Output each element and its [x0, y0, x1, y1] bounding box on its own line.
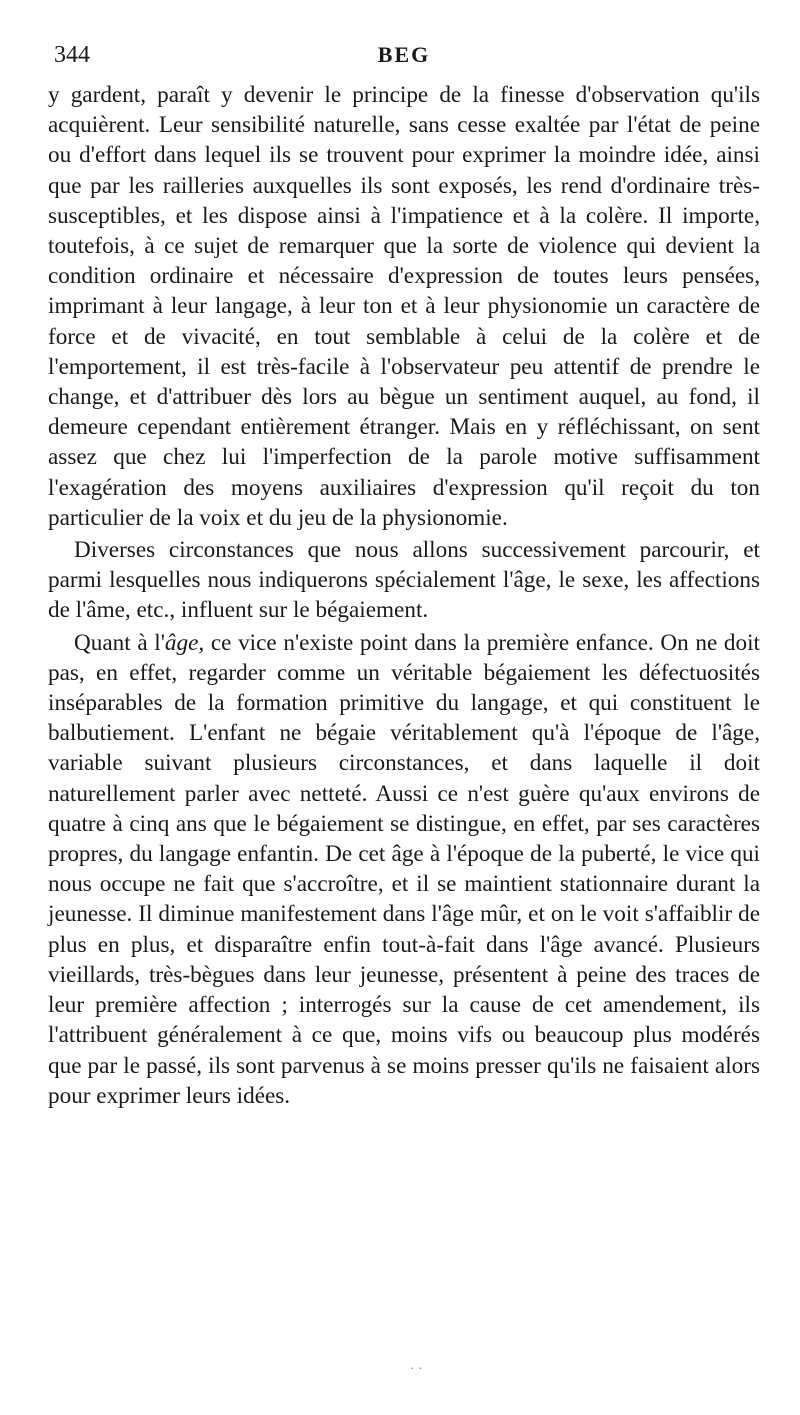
- body-text: [48, 80, 760, 1111]
- paragraph-3-lead: Quant à l': [74, 629, 165, 656]
- paragraph-1: [48, 80, 760, 533]
- paragraph-2-text: Diverses circonstances que nous allons successivement parcourir, et parmi lesquelles nous indiquerons spécialement l'âge, le sexe, les affections de l'âme, etc., influent sur le bégaiement.: [48, 537, 760, 624]
- paragraph-2: [48, 535, 760, 626]
- book-page: [48, 36, 760, 1111]
- running-head: BEG: [377, 42, 431, 67]
- paragraph-3: [48, 628, 760, 1111]
- paragraph-3-emphasis: âge,: [164, 629, 205, 656]
- paragraph-3-text: ce vice n'existe point dans la première enfance. On ne doit pas, en effet, regarder comme un véritable bégaiement les défectuosités inséparables de la formation primitive du langage, et qui constituent le balbutiement. L'enfant ne bégaie véritablement qu'à l'époque de l'âge, variable suivant plusieurs circonstances, et dans laquelle il doit naturellement parler avec netteté. Aussi ce n'est guère qu'aux environs de quatre à cinq ans que le bégaiement se distingue, en effet, par ses caractères propres, du langage enfantin. De cet âge à l'époque de la puberté, le vice qui nous occupe ne fait que s'accroître, et il se maintient stationnaire durant la jeunesse. Il diminue manifestement dans l'âge mûr, et on le voit s'affaiblir de plus en plus, et disparaître enfin tout-à-fait dans l'âge avancé. Plusieurs vieillards, très-bègues dans leur jeunesse, présentent à peine des traces de leur première affection ; interrogés sur la cause de cet amendement, ils l'attribuent généralement à ce que, moins vifs ou beaucoup plus modérés que par le passé, ils sont parvenus à se moins presser qu'ils ne faisaient alors pour exprimer leurs idées.: [48, 629, 760, 1109]
- paragraph-1-text: y gardent, paraît y devenir le principe de la finesse d'observation qu'ils acquièrent. Leur sensibilité naturelle, sans cesse exaltée par l'état de peine ou d'effort dans lequel ils se trouvent pour exprimer la moindre idée, ainsi que par les railleries auxquelles ils sont exposés, les rend d'ordinaire très-susceptibles, et les dispose ainsi à l'impatience et à la colère. Il importe, toutefois, à ce sujet de remarquer que la sorte de violence qui devient la condition ordinaire et nécessaire d'expression de toutes leurs pensées, imprimant à leur langage, à leur ton et à leur physionomie un caractère de force et de vivacité, en tout semblable à celui de la colère et de l'emportement, il est très-facile à l'observateur peu attentif de prendre le change, et d'attribuer dès lors au bègue un sentiment auquel, au fond, il demeure cependant entièrement étranger. Mais en y réfléchissant, on sent assez que chez lui l'imperfection de la parole motive suffisamment l'exagération des moyens auxiliaires d'expression qu'il reçoit du ton particulier de la voix et du jeu de la physionomie.: [48, 82, 760, 531]
- page-number: 344: [54, 42, 90, 68]
- footer-ink-mark: · ·: [410, 1362, 423, 1377]
- page-header: [48, 36, 760, 72]
